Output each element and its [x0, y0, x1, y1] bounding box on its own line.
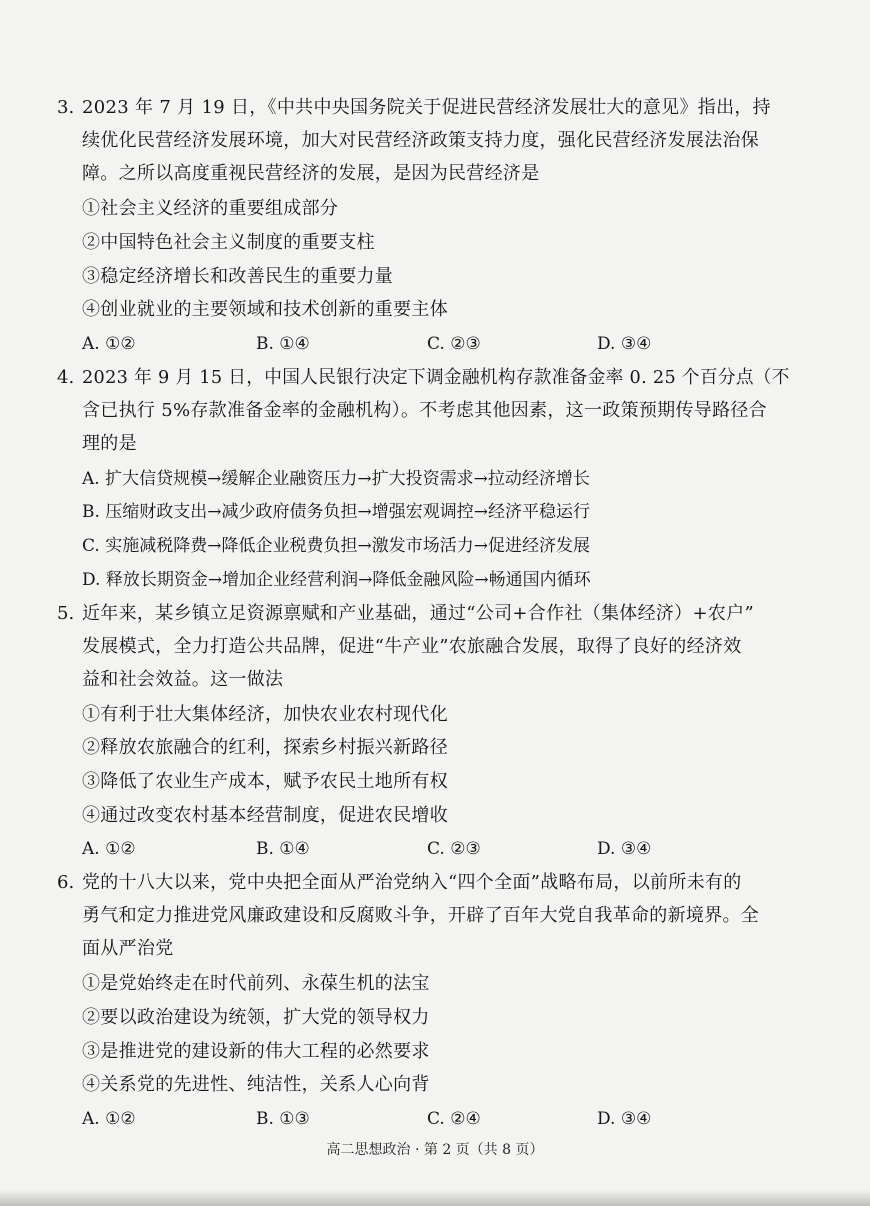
- option-c: C. ②③: [427, 334, 481, 354]
- question-stem-line: 2023 年 7 月 19 日，《中共中央国务院关于促进民营经济发展壮大的意见》指出，持: [82, 97, 771, 118]
- statement-item: ①是党始终走在时代前列、永葆生机的法宝: [82, 973, 430, 994]
- option-d: D. ③④: [597, 334, 652, 354]
- question-stem-line: 理的是: [82, 433, 137, 454]
- question-stem-line: 益和社会效益。这一做法: [82, 669, 284, 690]
- option-c: C. ②④: [427, 1109, 481, 1129]
- statement-item: ③降低了农业生产成本，赋予农民土地所有权: [82, 771, 448, 792]
- question-stem-line: 党的十八大以来，党中央把全面从严治党纳入“四个全面”战略布局，以前所未有的: [82, 872, 742, 893]
- question-number: 6.: [57, 872, 75, 893]
- scan-edge-shadow: [0, 1190, 870, 1206]
- question-number: 5.: [57, 603, 75, 624]
- option-a: A. 扩大信贷规模→缓解企业融资压力→扩大投资需求→拉动经济增长: [82, 469, 590, 489]
- question-stem-line: 勇气和定力推进党风廉政建设和反腐败斗争，开辟了百年大党自我革命的新境界。全: [82, 905, 760, 926]
- option-d: D. ③④: [597, 1109, 652, 1129]
- option-b: B. 压缩财政支出→减少政府债务负担→增强宏观调控→经济平稳运行: [82, 502, 591, 522]
- question-stem-line: 2023 年 9 月 15 日，中国人民银行决定下调金融机构存款准备金率 0. 25 个百分点（不: [82, 367, 790, 388]
- question-stem-line: 续优化民营经济发展环境，加大对民营经济政策支持力度，强化民营经济发展法治保: [82, 130, 760, 151]
- option-b: B. ①④: [256, 839, 310, 859]
- question-stem-line: 近年来，某乡镇立足资源禀赋和产业基础，通过“公司+合作社（集体经济）+农户”: [82, 603, 754, 624]
- option-d: D. ③④: [597, 839, 652, 859]
- option-c: C. 实施减税降费→降低企业税费负担→激发市场活力→促进经济发展: [82, 536, 590, 556]
- question-number: 3.: [57, 97, 75, 118]
- question-stem-line: 障。之所以高度重视民营经济的发展，是因为民营经济是: [82, 163, 540, 184]
- option-a: A. ①②: [82, 1109, 136, 1129]
- question-number: 4.: [57, 367, 75, 388]
- statement-item: ③稳定经济增长和改善民生的重要力量: [82, 266, 394, 287]
- question-stem-line: 发展模式，全力打造公共品牌，促进“牛产业”农旅融合发展，取得了良好的经济效: [82, 636, 742, 657]
- option-b: B. ①③: [256, 1109, 310, 1129]
- statement-item: ④创业就业的主要领域和技术创新的重要主体: [82, 299, 448, 320]
- statement-item: ①有利于壮大集体经济，加快农业农村现代化: [82, 704, 448, 725]
- question-stem-line: 含已执行 5%存款准备金率的金融机构）。不考虑其他因素，这一政策预期传导路径合: [82, 400, 767, 421]
- statement-item: ②释放农旅融合的红利，探索乡村振兴新路径: [82, 737, 448, 758]
- option-a: A. ①②: [82, 334, 136, 354]
- statement-item: ③是推进党的建设新的伟大工程的必然要求: [82, 1041, 430, 1062]
- option-c: C. ②③: [427, 839, 481, 859]
- option-d: D. 释放长期资金→增加企业经营利润→降低金融风险→畅通国内循环: [82, 570, 591, 590]
- statement-item: ②要以政治建设为统领，扩大党的领导权力: [82, 1007, 430, 1028]
- page-footer: 高二思想政治 · 第 2 页（共 8 页）: [326, 1142, 544, 1158]
- option-b: B. ①④: [256, 334, 310, 354]
- statement-item: ④通过改变农村基本经营制度，促进农民增收: [82, 805, 448, 826]
- question-stem-line: 面从严治党: [82, 938, 174, 959]
- statement-item: ①社会主义经济的重要组成部分: [82, 198, 339, 219]
- statement-item: ④关系党的先进性、纯洁性，关系人心向背: [82, 1074, 430, 1095]
- statement-item: ②中国特色社会主义制度的重要支柱: [82, 232, 375, 253]
- option-a: A. ①②: [82, 839, 136, 859]
